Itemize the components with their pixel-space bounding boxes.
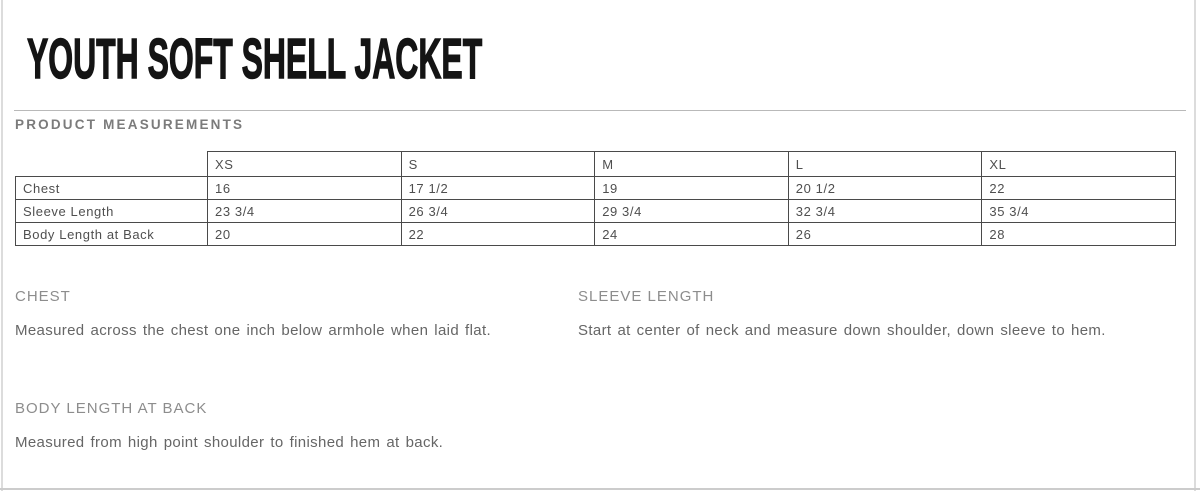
column-header-m: M [595,152,789,177]
measurement-cell: 26 [788,223,982,246]
column-header-s: S [401,152,595,177]
definition-sleeve-length [578,288,1118,345]
measurement-cell: 29 3/4 [595,200,789,223]
measurement-cell: 35 3/4 [982,200,1176,223]
page-left-border [1,0,3,491]
definition-description: Measured from high point shoulder to finished hem at back. [15,434,444,451]
measurement-cell: 20 [208,223,402,246]
table-row-sleeve-length [16,200,1176,223]
table-corner-cell [16,152,208,177]
page-title: YOUTH SOFT SHELL JACKET [27,27,483,91]
definition-description: Start at center of neck and measure down shoulder, down sleeve to hem. [578,322,1106,339]
measurement-cell: 26 3/4 [401,200,595,223]
definition-body-length-at-back [15,400,555,457]
column-header-l: L [788,152,982,177]
column-header-xl: XL [982,152,1176,177]
measurement-cell: 32 3/4 [788,200,982,223]
table-header-row [16,152,1176,177]
row-label: Sleeve Length [16,200,208,223]
definition-term: SLEEVE LENGTH [578,288,715,305]
measurement-cell: 17 1/2 [401,177,595,200]
measurement-cell: 16 [208,177,402,200]
measurement-cell: 24 [595,223,789,246]
measurement-cell: 23 3/4 [208,200,402,223]
definition-description: Measured across the chest one inch below armhole when laid flat. [15,322,491,339]
column-header-xs: XS [208,152,402,177]
row-label: Chest [16,177,208,200]
measurement-cell: 22 [982,177,1176,200]
section-heading: PRODUCT MEASUREMENTS [15,117,245,132]
table-row-chest [16,177,1176,200]
row-label: Body Length at Back [16,223,208,246]
page-right-border [1194,0,1196,491]
definition-chest [15,288,550,345]
title-divider [14,110,1186,111]
measurement-cell: 20 1/2 [788,177,982,200]
definition-term: BODY LENGTH AT BACK [15,400,208,417]
table-row-body-length [16,223,1176,246]
measurement-cell: 19 [595,177,789,200]
measurements-table [15,151,1176,246]
measurement-cell: 28 [982,223,1176,246]
definition-term: CHEST [15,288,71,305]
measurement-cell: 22 [401,223,595,246]
page-bottom-border [0,488,1200,490]
